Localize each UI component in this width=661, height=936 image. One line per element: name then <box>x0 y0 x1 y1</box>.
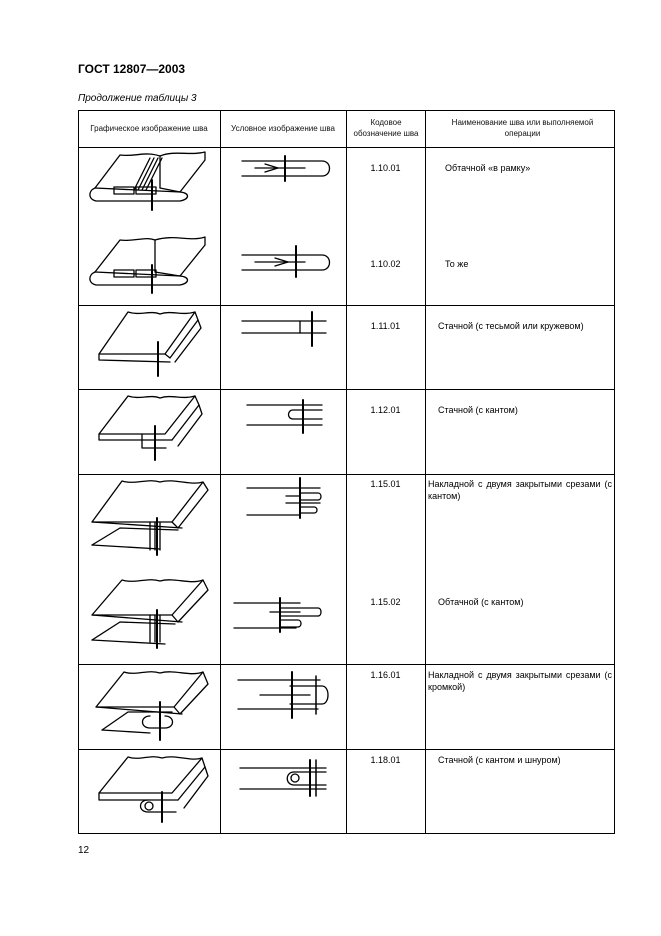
code-cell: 1.16.01 <box>370 670 401 680</box>
code-cell: 1.15.01 <box>370 479 401 489</box>
name-cell: Накладной с двумя закрытыми срезами (с кромкой) <box>428 670 612 692</box>
seam-graphic-1-10-02 <box>90 237 205 293</box>
header-name: Наименование шва или выполняемой операции <box>451 118 594 138</box>
header-code: Кодовое обозначение шва <box>353 118 419 138</box>
seam-symbol-1-10-02 <box>242 246 330 277</box>
name-cell: То же <box>445 259 469 269</box>
name-cell: Обтачной «в рамку» <box>445 163 531 173</box>
seam-graphic-1-18-01 <box>99 757 208 822</box>
seam-graphic-1-12-01 <box>99 396 202 460</box>
seam-symbol-1-10-01 <box>242 156 330 181</box>
doc-title: ГОСТ 12807—2003 <box>78 62 186 76</box>
seam-symbol-1-16-01 <box>238 672 328 718</box>
code-cell: 1.15.02 <box>370 597 401 607</box>
header-symbol: Условное изображение шва <box>231 124 335 133</box>
seam-symbol-1-11-01 <box>242 312 326 346</box>
code-cell: 1.10.02 <box>370 259 401 269</box>
code-cell: 1.11.01 <box>370 321 401 331</box>
seam-graphic-1-15-02 <box>92 580 208 648</box>
code-cell: 1.10.01 <box>370 163 401 173</box>
seam-graphic-1-10-01 <box>90 152 205 210</box>
header-graphic: Графическое изображение шва <box>90 124 208 133</box>
table-caption: Продолжение таблицы 3 <box>78 93 197 104</box>
seam-graphic-1-11-01 <box>99 312 201 376</box>
name-cell: Стачной (с кантом) <box>438 405 518 415</box>
name-cell: Стачной (с кантом и шнуром) <box>438 755 561 765</box>
name-cell: Обтачной (с кантом) <box>438 597 524 607</box>
seam-graphic-1-16-01 <box>96 672 208 740</box>
code-cell: 1.18.01 <box>370 755 401 765</box>
seam-graphic-1-15-01 <box>92 481 208 555</box>
name-cell: Стачной (с тесьмой или кружевом) <box>438 321 584 331</box>
seam-symbol-1-12-01 <box>247 400 322 433</box>
seam-symbol-1-15-02 <box>234 598 321 632</box>
code-cell: 1.12.01 <box>370 405 401 415</box>
seam-symbol-1-18-01 <box>240 760 326 796</box>
page-number: 12 <box>78 845 90 856</box>
name-cell: Накладной с двумя закрытыми срезами (с кантом) <box>428 479 612 501</box>
seam-symbol-1-15-01 <box>247 478 321 518</box>
